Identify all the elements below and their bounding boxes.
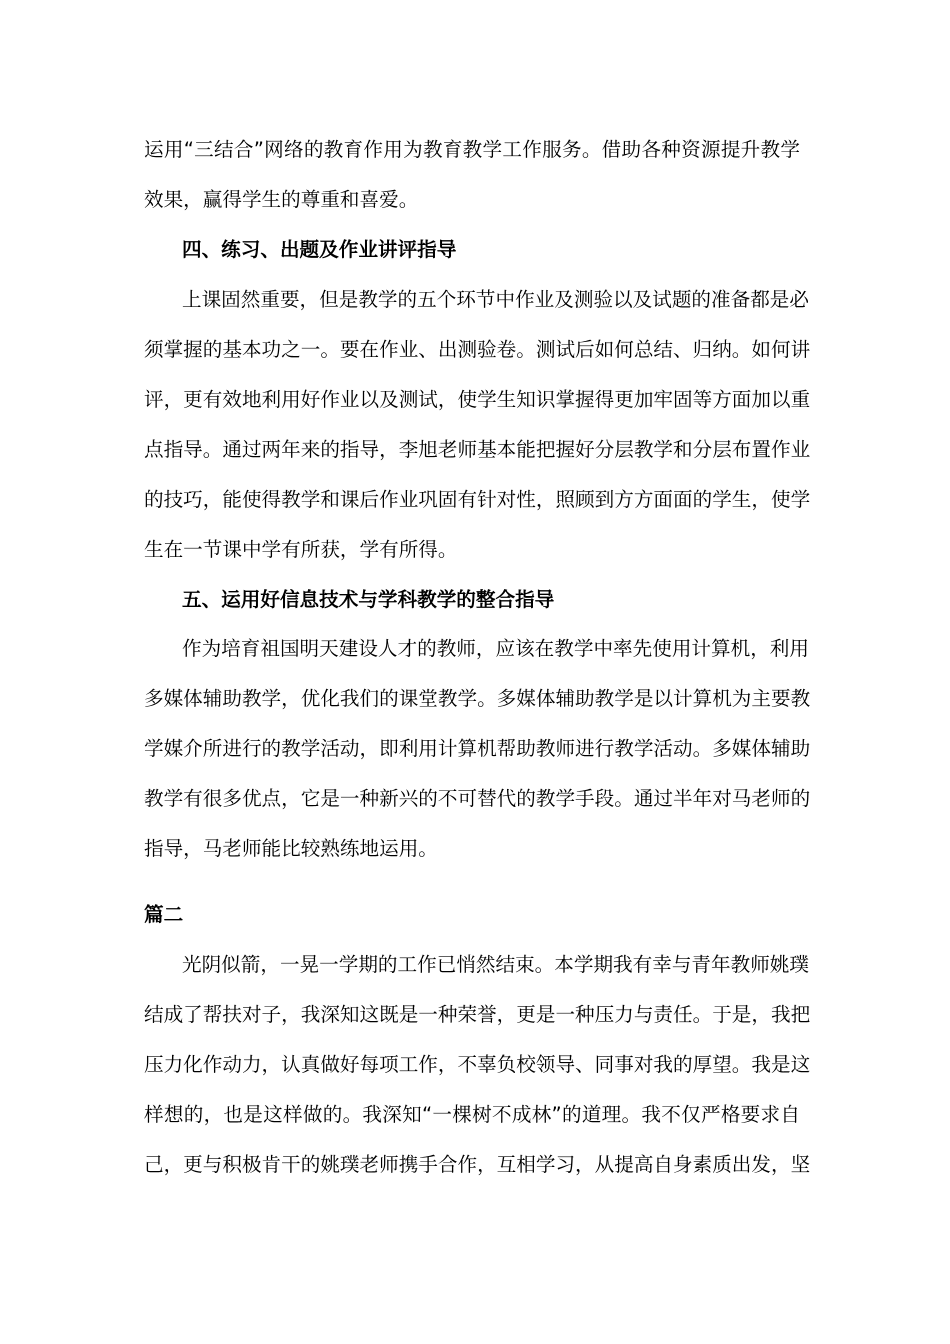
paragraph-line: 作为培育祖国明天建设人才的教师，应该在教学中率先使用计算机，利用 — [182, 637, 809, 660]
paragraph-line: 须掌握的基本功之一。要在作业、出测验卷。测试后如何总结、归纳。如何讲 — [144, 338, 811, 361]
paragraph-line: 己，更与积极肯干的姚璞老师携手合作，互相学习，从提高自身素质出发，坚 — [144, 1153, 811, 1176]
paragraph-line: 指导，马老师能比较熟练地运用。 — [144, 837, 438, 860]
section-heading: 四、练习、出题及作业讲评指导 — [182, 238, 457, 261]
paragraph-line: 结成了帮扶对子，我深知这既是一种荣誉，更是一种压力与责任。于是，我把 — [144, 1003, 811, 1026]
section-heading: 五、运用好信息技术与学科教学的整合指导 — [182, 588, 555, 611]
paragraph-line: 的技巧，能使得教学和课后作业巩固有针对性，照顾到方方面面的学生，使学 — [144, 488, 811, 511]
paragraph-line: 上课固然重要，但是教学的五个环节中作业及测验以及试题的准备都是必 — [182, 288, 809, 311]
paragraph-line: 光阴似箭，一晃一学期的工作已悄然结束。本学期我有幸与青年教师姚璞 — [182, 953, 809, 976]
paragraph-line: 学媒介所进行的教学活动，即利用计算机帮助教师进行教学活动。多媒体辅助 — [144, 737, 811, 760]
paragraph-line: 评，更有效地利用好作业以及测试，使学生知识掌握得更加牢固等方面加以重 — [144, 388, 811, 411]
paragraph-line: 教学有很多优点，它是一种新兴的不可替代的教学手段。通过半年对马老师的 — [144, 787, 811, 810]
paragraph-line: 效果，赢得学生的尊重和喜爱。 — [144, 188, 419, 211]
paragraph-line: 点指导。通过两年来的指导，李旭老师基本能把握好分层教学和分层布置作业 — [144, 438, 811, 461]
paragraph-line: 多媒体辅助教学，优化我们的课堂教学。多媒体辅助教学是以计算机为主要教 — [144, 687, 811, 710]
paragraph-line: 样想的，也是这样做的。我深知“一棵树不成林”的道理。我不仅严格要求自 — [144, 1103, 800, 1126]
paragraph-line: 压力化作动力，认真做好每项工作，不辜负校领导、同事对我的厚望。我是这 — [144, 1053, 811, 1076]
paragraph-line: 运用“三结合”网络的教育作用为教育教学工作服务。借助各种资源提升教学 — [144, 138, 800, 161]
paragraph-line: 生在一节课中学有所获，学有所得。 — [144, 538, 458, 561]
part-heading: 篇二 — [144, 903, 184, 926]
